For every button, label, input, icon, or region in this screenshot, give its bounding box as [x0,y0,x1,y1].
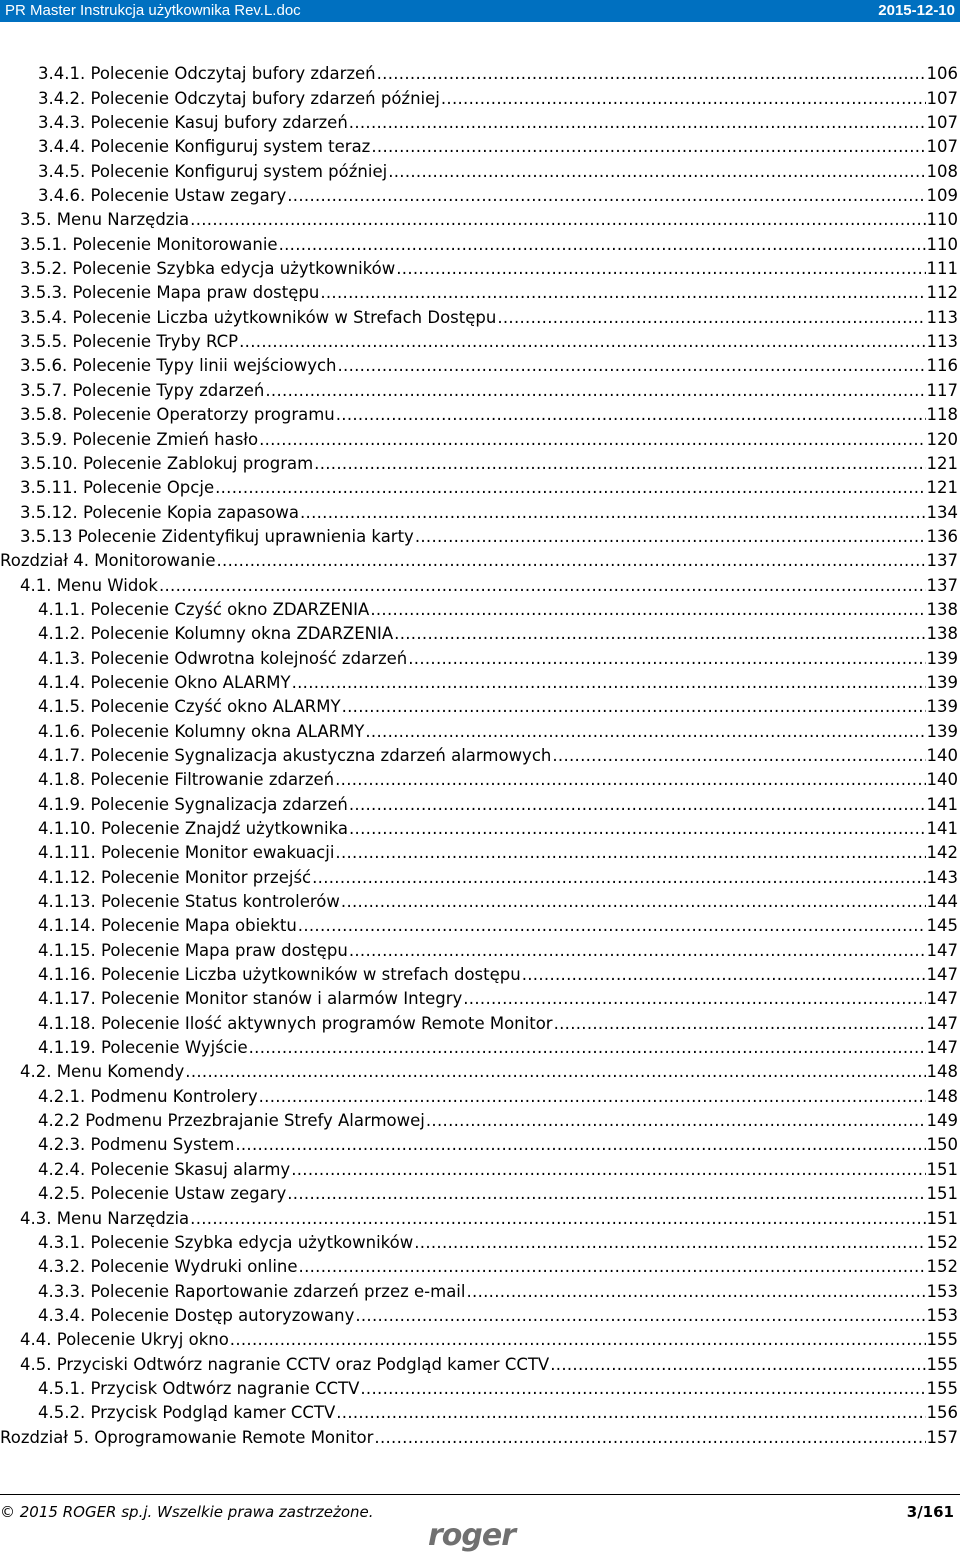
toc-entry-title: 3.5. Menu Narzędzia [20,210,190,230]
toc-entry-title: 3.5.1. Polecenie Monitorowanie [20,234,278,254]
toc-leader-dots [259,1087,926,1106]
toc-entry[interactable] [0,546,960,570]
toc-entry-title: 4.1. Menu Widok [20,575,158,595]
toc-entry-page: 139 [926,697,958,717]
toc-leader-dots [159,576,926,595]
document-date: 2015-12-10 [878,2,955,19]
toc-entry-title: 3.4.1. Polecenie Odczytaj bufory zdarzeń [38,64,376,84]
toc-entry-title: 4.1.10. Polecenie Znajdź użytkownika [38,819,348,838]
toc-leader-dots [249,1038,926,1057]
toc-entry-page: 143 [926,867,958,887]
toc-entry-title: 3.5.12. Polecenie Kopia zapasowa [20,502,299,522]
toc-entry-title: 3.5.9. Polecenie Zmień hasło [20,429,259,449]
toc-entry[interactable] [0,814,960,838]
roger-logo: roger [428,1518,516,1553]
toc-entry-title: 3.4.6. Polecenie Ustaw zegary [38,186,287,206]
toc-leader-dots [497,308,925,327]
toc-entry-title: 4.1.8. Polecenie Filtrowanie zdarzeń [38,770,335,790]
toc-entry-title: 4.2.1. Podmenu Kontrolery [38,1086,258,1106]
toc-entry-page: 113 [926,307,958,327]
toc-entry-title: Rozdział 4. Monitorowanie [0,551,216,571]
toc-entry-page: 151 [926,1208,958,1228]
toc-entry-title: 4.1.9. Polecenie Sygnalizacja zdarzeń [38,794,348,814]
copyright-icon: © [0,1503,15,1521]
toc-entry[interactable] [0,1081,960,1105]
toc-leader-dots [349,819,926,838]
toc-entry-page: 121 [926,453,958,473]
toc-entry[interactable] [0,302,960,326]
toc-leader-dots [300,503,926,522]
toc-entry-title: 3.5.8. Polecenie Operatorzy programu [20,405,335,425]
toc-leader-dots [522,965,926,984]
toc-entry-page: 107 [926,88,958,108]
toc-leader-dots [265,381,925,400]
toc-entry-page: 147 [926,1013,958,1033]
toc-entry-title: 4.5.2. Przycisk Podgląd kamer CCTV [38,1403,336,1423]
toc-entry-page: 148 [926,1086,958,1106]
toc-entry-title: 4.1.19. Polecenie Wyjście [38,1038,248,1058]
toc-entry-page: 106 [926,64,958,84]
toc-entry-title: 4.1.17. Polecenie Monitor stanów i alarmów Integry [38,989,463,1009]
toc-entry-page: 151 [926,1159,958,1179]
toc-leader-dots [216,551,925,570]
toc-entry-page: 151 [926,1184,958,1204]
toc-entry[interactable] [0,716,960,740]
toc-entry-title: 4.2.5. Polecenie Ustaw zegary [38,1184,287,1204]
toc-entry-page: 147 [926,965,958,985]
toc-leader-dots [190,210,925,229]
toc-leader-dots [349,113,926,132]
toc-entry[interactable] [0,473,960,497]
toc-leader-dots [279,235,926,254]
toc-leader-dots [239,332,925,351]
toc-leader-dots [370,600,925,619]
toc-entry[interactable] [0,1252,960,1276]
toc-entry-title: 3.5.2. Polecenie Szybka edycja użytkowników [20,259,396,279]
toc-entry-title: 3.5.4. Polecenie Liczba użytkowników w Strefach Dostępu [20,307,497,327]
toc-entry-page: 107 [926,113,958,133]
toc-entry-page: 137 [926,551,958,571]
toc-entry[interactable] [0,911,960,935]
toc-leader-dots [349,941,926,960]
toc-leader-dots [259,430,925,449]
toc-entry[interactable] [0,522,960,546]
toc-entry-title: 4.1.7. Polecenie Sygnalizacja akustyczna zdarzeń alarmowych [38,745,552,765]
toc-entry-page: 110 [926,234,958,254]
toc-entry[interactable] [0,59,960,83]
toc-entry-title: Rozdział 5. Oprogramowanie Remote Monitor [0,1427,374,1447]
toc-entry-page: 116 [926,356,958,376]
toc-entry-page: 153 [926,1305,958,1325]
toc-leader-dots [287,186,925,205]
toc-leader-dots [314,454,925,473]
toc-entry[interactable] [0,497,960,521]
toc-leader-dots [185,1062,925,1081]
toc-entry-page: 155 [926,1330,958,1350]
toc-entry-page: 148 [926,1062,958,1082]
toc-entry-page: 111 [926,259,958,279]
toc-entry-title: 3.5.13 Polecenie Zidentyfikuj uprawnienia karty [20,526,414,546]
toc-leader-dots [414,1233,925,1252]
toc-entry-title: 4.1.11. Polecenie Monitor ewakuacji [38,843,335,863]
toc-leader-dots [365,722,925,741]
toc-entry[interactable] [0,619,960,643]
toc-entry-page: 137 [926,575,958,595]
toc-leader-dots [550,1355,925,1374]
toc-entry[interactable] [0,1422,960,1446]
toc-leader-dots [291,1160,925,1179]
toc-leader-dots [338,356,926,375]
toc-entry-page: 121 [926,478,958,498]
toc-leader-dots [355,1306,925,1325]
toc-entry[interactable] [0,375,960,399]
toc-entry[interactable] [0,1301,960,1325]
toc-entry-title: 4.1.6. Polecenie Kolumny okna ALARMY [38,721,365,741]
toc-entry-page: 138 [926,599,958,619]
toc-entry[interactable] [0,668,960,692]
toc-entry-page: 138 [926,624,958,644]
toc-entry-title: 4.1.1. Polecenie Czyść okno ZDARZENIA [38,599,370,619]
toc-entry[interactable] [0,1179,960,1203]
toc-leader-dots [335,770,925,789]
toc-entry-title: 4.1.14. Polecenie Mapa obiektu [38,916,297,936]
toc-entry[interactable] [0,838,960,862]
toc-entry-title: 3.5.7. Polecenie Typy zdarzeń [20,380,265,400]
toc-entry[interactable] [0,1008,960,1032]
toc-entry[interactable] [0,1106,960,1130]
toc-entry-title: 4.3.1. Polecenie Szybka edycja użytkowników [38,1232,414,1252]
toc-leader-dots [287,1184,925,1203]
toc-leader-dots [341,892,926,911]
toc-entry-page: 155 [926,1378,958,1398]
toc-entry-page: 141 [926,794,958,814]
toc-entry-page: 147 [926,989,958,1009]
toc-entry-title: 4.3. Menu Narzędzia [20,1208,190,1228]
toc-entry[interactable] [0,327,960,351]
document-header [0,0,960,22]
toc-entry-title: 4.2.3. Podmenu System [38,1135,235,1155]
toc-entry-title: 4.1.5. Polecenie Czyść okno ALARMY [38,697,341,717]
toc-leader-dots [441,89,926,108]
toc-entry[interactable] [0,254,960,278]
toc-entry-title: 3.5.5. Polecenie Tryby RCP [20,332,239,352]
toc-entry-page: 139 [926,672,958,692]
toc-entry[interactable] [0,278,960,302]
toc-entry-title: 4.1.18. Polecenie Ilość aktywnych programów Remote Monitor [38,1013,553,1033]
toc-entry[interactable] [0,132,960,156]
document-title: PR Master Instrukcja użytkownika Rev.L.doc [5,2,301,19]
toc-entry-page: 120 [926,429,958,449]
toc-entry-title: 4.4. Polecenie Ukryj okno [20,1330,229,1350]
toc-entry-page: 152 [926,1257,958,1277]
toc-entry-page: 150 [926,1135,958,1155]
toc-entry-title: 3.5.10. Polecenie Zablokuj program [20,453,314,473]
page-number: 3/161 [906,1503,954,1521]
footer-copyright [0,1503,374,1521]
toc-entry-title: 4.3.2. Polecenie Wydruki online [38,1257,298,1277]
toc-entry[interactable] [0,108,960,132]
toc-entry[interactable] [0,1057,960,1081]
toc-entry[interactable] [0,205,960,229]
footer-divider [0,1494,960,1495]
toc-entry-title: 4.3.4. Polecenie Dostęp autoryzowany [38,1305,355,1325]
toc-entry-title: 4.2. Menu Komendy [20,1062,185,1082]
toc-entry[interactable] [0,643,960,667]
toc-entry-title: 4.2.2 Podmenu Przezbrajanie Strefy Alarmowej [38,1111,425,1131]
toc-entry[interactable] [0,1349,960,1373]
toc-leader-dots [298,916,926,935]
toc-leader-dots [377,64,926,83]
toc-entry-page: 149 [926,1111,958,1131]
toc-leader-dots [215,478,925,497]
toc-entry-title: 4.2.4. Polecenie Skasuj alarmy [38,1159,291,1179]
toc-entry-title: 4.1.4. Polecenie Okno ALARMY [38,672,291,692]
toc-entry-page: 139 [926,648,958,668]
toc-entry[interactable] [0,595,960,619]
toc-entry[interactable] [0,1325,960,1349]
toc-entry-page: 139 [926,721,958,741]
toc-entry[interactable] [0,156,960,180]
toc-leader-dots [371,137,925,156]
toc-entry[interactable] [0,1033,960,1057]
toc-leader-dots [235,1135,925,1154]
toc-entry-page: 140 [926,770,958,790]
toc-entry[interactable] [0,449,960,473]
toc-leader-dots [466,1282,925,1301]
toc-entry-page: 147 [926,1038,958,1058]
toc-leader-dots [426,1111,926,1130]
toc-leader-dots [408,649,925,668]
toc-entry[interactable] [0,765,960,789]
toc-leader-dots [360,1379,925,1398]
toc-leader-dots [388,162,925,181]
toc-leader-dots [292,673,926,692]
toc-entry[interactable] [0,1228,960,1252]
toc-entry-page: 112 [926,283,958,303]
toc-leader-dots [463,989,925,1008]
toc-leader-dots [312,868,925,887]
toc-entry[interactable] [0,862,960,886]
toc-entry[interactable] [0,887,960,911]
toc-entry[interactable] [0,424,960,448]
toc-entry-page: 117 [926,380,958,400]
toc-entry-page: 156 [926,1403,958,1423]
toc-entry-page: 109 [926,186,958,206]
toc-entry[interactable] [0,351,960,375]
toc-entry-page: 157 [926,1427,958,1447]
toc-entry[interactable] [0,960,960,984]
toc-entry-page: 118 [926,405,958,425]
toc-entry-page: 145 [926,916,958,936]
toc-entry[interactable] [0,400,960,424]
toc-entry-title: 3.4.4. Polecenie Konfiguruj system teraz [38,137,371,157]
toc-leader-dots [396,259,925,278]
toc-leader-dots [374,1428,925,1447]
toc-entry-title: 4.1.2. Polecenie Kolumny okna ZDARZENIA [38,624,394,644]
toc-entry-title: 4.1.15. Polecenie Mapa praw dostępu [38,940,348,960]
toc-entry-page: 155 [926,1354,958,1374]
toc-entry[interactable] [0,181,960,205]
toc-entry-page: 147 [926,940,958,960]
toc-entry[interactable] [0,229,960,253]
toc-entry[interactable] [0,692,960,716]
toc-entry[interactable] [0,1374,960,1398]
toc-entry-title: 4.5. Przyciski Odtwórz nagranie CCTV oraz Podgląd kamer CCTV [20,1354,550,1374]
toc-leader-dots [299,1257,926,1276]
toc-leader-dots [230,1330,926,1349]
toc-entry-page: 110 [926,210,958,230]
toc-entry-page: 142 [926,843,958,863]
toc-entry-page: 108 [926,161,958,181]
toc-entry-title: 4.1.13. Polecenie Status kontrolerów [38,892,340,912]
toc-entry-title: 4.1.12. Polecenie Monitor przejść [38,867,312,887]
toc-entry-page: 136 [926,526,958,546]
toc-leader-dots [342,697,926,716]
toc-entry[interactable] [0,741,960,765]
toc-entry[interactable] [0,1398,960,1422]
toc-entry[interactable] [0,1130,960,1154]
toc-leader-dots [552,746,925,765]
toc-entry-page: 134 [926,502,958,522]
toc-entry[interactable] [0,984,960,1008]
toc-entry-page: 140 [926,745,958,765]
toc-leader-dots [336,1403,925,1422]
toc-leader-dots [349,795,926,814]
toc-entry-title: 3.5.11. Polecenie Opcje [20,478,215,498]
copyright-text: 2015 ROGER sp.j. Wszelkie prawa zastrzeżone. [15,1503,374,1521]
toc-entry[interactable] [0,935,960,959]
toc-entry[interactable] [0,83,960,107]
toc-leader-dots [190,1209,925,1228]
toc-entry-title: 3.5.6. Polecenie Typy linii wejściowych [20,356,337,376]
toc-entry[interactable] [0,1154,960,1178]
toc-leader-dots [336,405,926,424]
toc-entry-title: 3.4.5. Polecenie Konfiguruj system później [38,161,388,181]
table-of-contents [0,59,960,1447]
toc-entry-page: 144 [926,892,958,912]
toc-entry-page: 141 [926,819,958,838]
toc-leader-dots [335,843,925,862]
toc-entry-title: 4.3.3. Polecenie Raportowanie zdarzeń przez e-mail [38,1281,466,1301]
toc-leader-dots [320,283,925,302]
toc-entry-title: 3.4.3. Polecenie Kasuj bufory zdarzeń [38,113,348,133]
toc-entry-title: 4.1.16. Polecenie Liczba użytkowników w strefach dostępu [38,965,521,985]
toc-leader-dots [554,1014,926,1033]
toc-entry[interactable] [0,570,960,594]
toc-entry-page: 153 [926,1281,958,1301]
toc-entry-title: 4.5.1. Przycisk Odtwórz nagranie CCTV [38,1378,360,1398]
toc-entry[interactable] [0,789,960,813]
toc-leader-dots [394,624,925,643]
toc-entry-title: 3.5.3. Polecenie Mapa praw dostępu [20,283,320,303]
toc-entry-page: 107 [926,137,958,157]
toc-entry-title: 4.1.3. Polecenie Odwrotna kolejność zdarzeń [38,648,408,668]
toc-entry-page: 152 [926,1232,958,1252]
toc-entry-page: 113 [926,332,958,352]
toc-leader-dots [415,527,926,546]
toc-entry[interactable] [0,1276,960,1300]
toc-entry-title: 3.4.2. Polecenie Odczytaj bufory zdarzeń później [38,88,440,108]
toc-entry[interactable] [0,1203,960,1227]
